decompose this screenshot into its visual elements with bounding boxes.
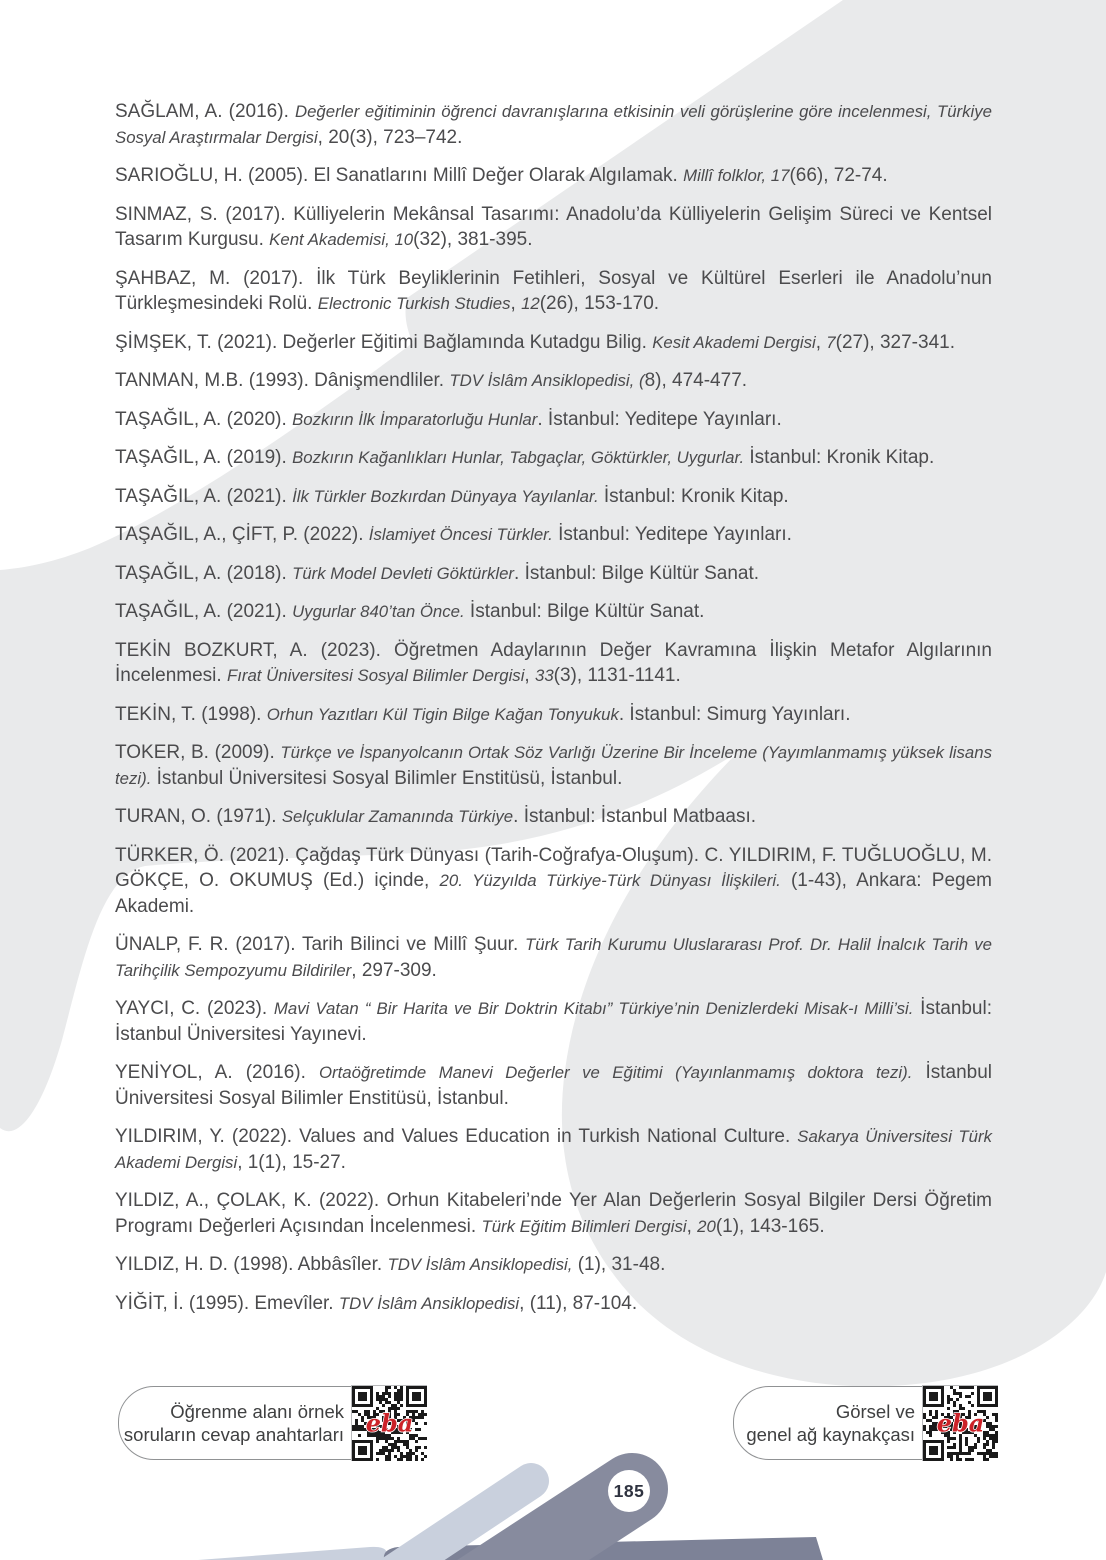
bibliography-entry: TAŞAĞIL, A. (2019). Bozkırın Kağanlıkları Hunlar, Tabgaçlar, Göktürkler, Uygurlar. İstanbul: Kronik Kitap. <box>115 447 935 468</box>
bibliography-entry: YILDIRIM, Y. (2022). Values and Values Education in Turkish National Culture. Sakarya Üniversitesi Türk Akademi Dergisi, 1(1), 15-27. <box>115 1126 992 1173</box>
bibliography-entry: SAĞLAM, A. (2016). Değerler eğitiminin öğrenci davranışlarına etkisinin veli görüşlerine göre incelenmesi, Türkiye Sosyal Araştırmalar Dergisi, 20(3), 723–742. <box>115 101 992 148</box>
bibliography-entry: TEKİN, T. (1998). Orhun Yazıtları Kül Tigin Bilge Kağan Tonyukuk. İstanbul: Simurg Yayınları. <box>115 703 851 725</box>
bibliography <box>115 99 992 1329</box>
qr-box-answer-keys <box>118 1386 426 1460</box>
bibliography-entry: TURAN, O. (1971). Selçuklular Zamanında Türkiye. İstanbul: İstanbul Matbaası. <box>115 806 757 827</box>
qr-box-sources-label: Görsel ve genel ağ kaynakçası <box>746 1401 915 1445</box>
bibliography-entry: YILDIZ, H. D. (1998). Abbâsîler. TDV İslâm Ansiklopedisi, (1), 31-48. <box>115 1254 666 1275</box>
bibliography-entry: TAŞAĞIL, A. (2021). Uygurlar 840’tan Önce. İstanbul: Bilge Kültür Sanat. <box>115 601 705 622</box>
bibliography-entry: TOKER, B. (2009). Türkçe ve İspanyolcanın Ortak Söz Varlığı Üzerine Bir İnceleme (Yayımlanmamış yüksek lisans tezi). İstanbul Üniversitesi Sosyal Bilimler Enstitüsü, İstanbul. <box>115 742 992 789</box>
decor-light-sliver <box>198 1547 387 1560</box>
bibliography-entry: TÜRKER, Ö. (2021). Çağdaş Türk Dünyası (Tarih-Coğrafya-Oluşum). C. YILDIRIM, F. TUĞLUOĞLU, M. GÖKÇE, O. OKUMUŞ (Ed.) içinde, 20. Yüzyılda Türkiye-Türk Dünyası İlişkileri. (1-43), Ankara: Pegem Akademi. <box>115 844 992 917</box>
eba-logo: eba <box>365 1408 414 1438</box>
qr-code-answer-keys <box>351 1385 427 1461</box>
bibliography-entry: TANMAN, M.B. (1993). Dânişmendliler. TDV İslâm Ansiklopedisi, (8), 474-477. <box>115 370 748 391</box>
page-number-badge: 185 <box>608 1470 650 1512</box>
bibliography-entry: TAŞAĞIL, A. (2020). Bozkırın İlk İmparatorluğu Hunlar. İstanbul: Yeditepe Yayınları. <box>115 408 782 430</box>
bibliography-entry: YILDIZ, A., ÇOLAK, K. (2022). Orhun Kitabeleri’nde Yer Alan Değerlerin Sosyal Bilgiler Dersi Öğretim Programı Değerleri Açısından İncelenmesi. Türk Eğitim Bilimleri Dergisi, 20(1), 143-165. <box>115 1190 992 1237</box>
bibliography-entry: SARIOĞLU, H. (2005). El Sanatlarını Millî Değer Olarak Algılamak. Millî folklor, 17(66), 72-74. <box>115 165 888 186</box>
bibliography-entry: TAŞAĞIL, A. (2021). İlk Türkler Bozkırdan Dünyaya Yayılanlar. İstanbul: Kronik Kitap. <box>115 485 789 507</box>
bibliography-entry: YENİYOL, A. (2016). Ortaöğretimde Manevi Değerler ve Eğitimi (Yayınlanmamış doktora tezi). İstanbul Üniversitesi Sosyal Bilimler Enstitüsü, İstanbul. <box>115 1062 993 1109</box>
bibliography-entry: ŞAHBAZ, M. (2017). İlk Türk Beyliklerinin Fetihleri, Sosyal ve Kültürel Eserleri ile Anadolu’nun Türkleşmesindeki Rolü. Electronic Turkish Studies, 12(26), 153-170. <box>115 267 992 314</box>
qr-box-answer-keys-label: Öğrenme alanı örnek soruların cevap anahtarları <box>123 1401 344 1445</box>
qr-box-sources <box>733 1386 997 1460</box>
bibliography-entry: TAŞAĞIL, A. (2018). Türk Model Devleti Göktürkler. İstanbul: Bilge Kültür Sanat. <box>115 562 760 584</box>
bibliography-entry: TAŞAĞIL, A., ÇİFT, P. (2022). İslamiyet Öncesi Türkler. İstanbul: Yeditepe Yayınları. <box>115 524 792 545</box>
bibliography-entry: SINMAZ, S. (2017). Külliyelerin Mekânsal Tasarımı: Anadolu’da Külliyelerin Gelişim Süreci ve Kentsel Tasarım Kurgusu. Kent Akademisi, 10(32), 381-395. <box>115 203 992 250</box>
eba-logo: eba <box>936 1408 985 1438</box>
bibliography-entry: TEKİN BOZKURT, A. (2023). Öğretmen Adaylarının Değer Kavramına İlişkin Metafor Algılarının İncelenmesi. Fırat Üniversitesi Sosyal Bilimler Dergisi, 33(3), 1131-1141. <box>115 639 992 686</box>
bibliography-entry: YAYCI, C. (2023). Mavi Vatan “ Bir Harita ve Bir Doktrin Kitabı” Türkiye’nin Denizlerdeki Misak-ı Milli’si. İstanbul: İstanbul Üniversitesi Yayınevi. <box>115 998 993 1045</box>
bibliography-entry: ŞİMŞEK, T. (2021). Değerler Eğitimi Bağlamında Kutadgu Bilig. Kesit Akademi Dergisi, 7(27), 327-341. <box>115 331 955 353</box>
qr-code-sources <box>922 1385 998 1461</box>
bibliography-entry: YİĞİT, İ. (1995). Emevîler. TDV İslâm Ansiklopedisi, (11), 87-104. <box>115 1292 638 1314</box>
bibliography-entry: ÜNALP, F. R. (2017). Tarih Bilinci ve Millî Şuur. Türk Tarih Kurumu Uluslararası Prof. Dr. Halil İnalcık Tarih ve Tarihçilik Sempozyumu Bildiriler, 297-309. <box>115 934 992 981</box>
